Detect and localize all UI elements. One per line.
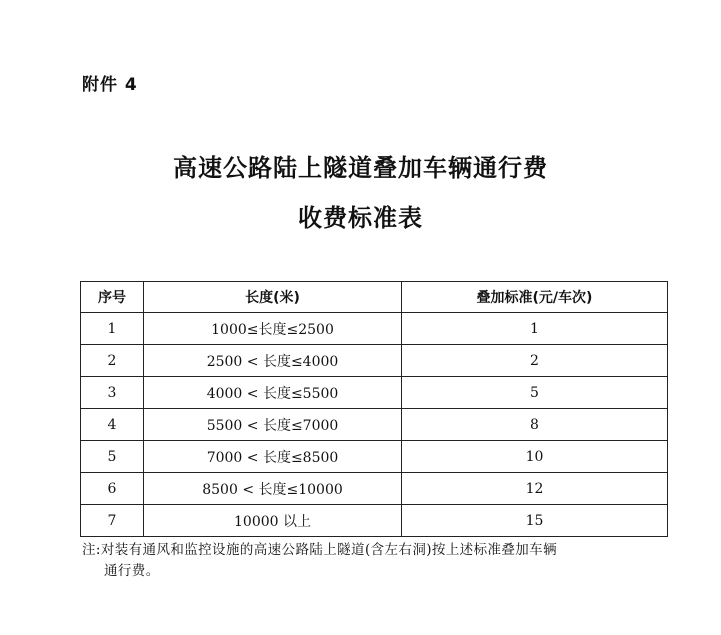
cell-serial-number: 4 bbox=[81, 409, 144, 441]
cell-fee: 15 bbox=[402, 505, 668, 537]
table-row bbox=[81, 473, 668, 505]
footnote-line-1: 注:对装有通风和监控设施的高速公路陆上隧道(含左右洞)按上述标准叠加车辆 bbox=[82, 542, 557, 558]
table-row bbox=[81, 441, 668, 473]
cell-serial-number: 1 bbox=[81, 313, 144, 345]
cell-length: 7000 < 长度≤8500 bbox=[144, 441, 402, 473]
header-fee-standard: 叠加标准(元/车次) bbox=[402, 282, 668, 313]
attachment-label: 附件 4 bbox=[82, 75, 138, 95]
cell-length: 10000 以上 bbox=[144, 505, 402, 537]
document-subtitle: 收费标准表 bbox=[298, 203, 423, 232]
cell-length: 4000 < 长度≤5500 bbox=[144, 377, 402, 409]
cell-length: 8500 < 长度≤10000 bbox=[144, 473, 402, 505]
cell-fee: 10 bbox=[402, 441, 668, 473]
header-length: 长度(米) bbox=[144, 282, 402, 313]
table-row bbox=[81, 409, 668, 441]
table-header-row bbox=[81, 282, 668, 313]
cell-serial-number: 5 bbox=[81, 441, 144, 473]
table-row bbox=[81, 313, 668, 345]
cell-serial-number: 3 bbox=[81, 377, 144, 409]
cell-serial-number: 2 bbox=[81, 345, 144, 377]
cell-fee: 12 bbox=[402, 473, 668, 505]
cell-length: 1000≤长度≤2500 bbox=[144, 313, 402, 345]
footnote-line-2: 通行费。 bbox=[104, 563, 160, 579]
cell-fee: 1 bbox=[402, 313, 668, 345]
header-serial-number: 序号 bbox=[81, 282, 144, 313]
table-row bbox=[81, 377, 668, 409]
cell-serial-number: 6 bbox=[81, 473, 144, 505]
cell-fee: 5 bbox=[402, 377, 668, 409]
cell-serial-number: 7 bbox=[81, 505, 144, 537]
cell-fee: 2 bbox=[402, 345, 668, 377]
cell-length: 2500 < 长度≤4000 bbox=[144, 345, 402, 377]
document-title: 高速公路陆上隧道叠加车辆通行费 bbox=[173, 153, 548, 182]
fee-standard-table bbox=[80, 281, 668, 537]
cell-fee: 8 bbox=[402, 409, 668, 441]
table-footnote bbox=[82, 540, 682, 582]
cell-length: 5500 < 长度≤7000 bbox=[144, 409, 402, 441]
table-row bbox=[81, 505, 668, 537]
table-row bbox=[81, 345, 668, 377]
